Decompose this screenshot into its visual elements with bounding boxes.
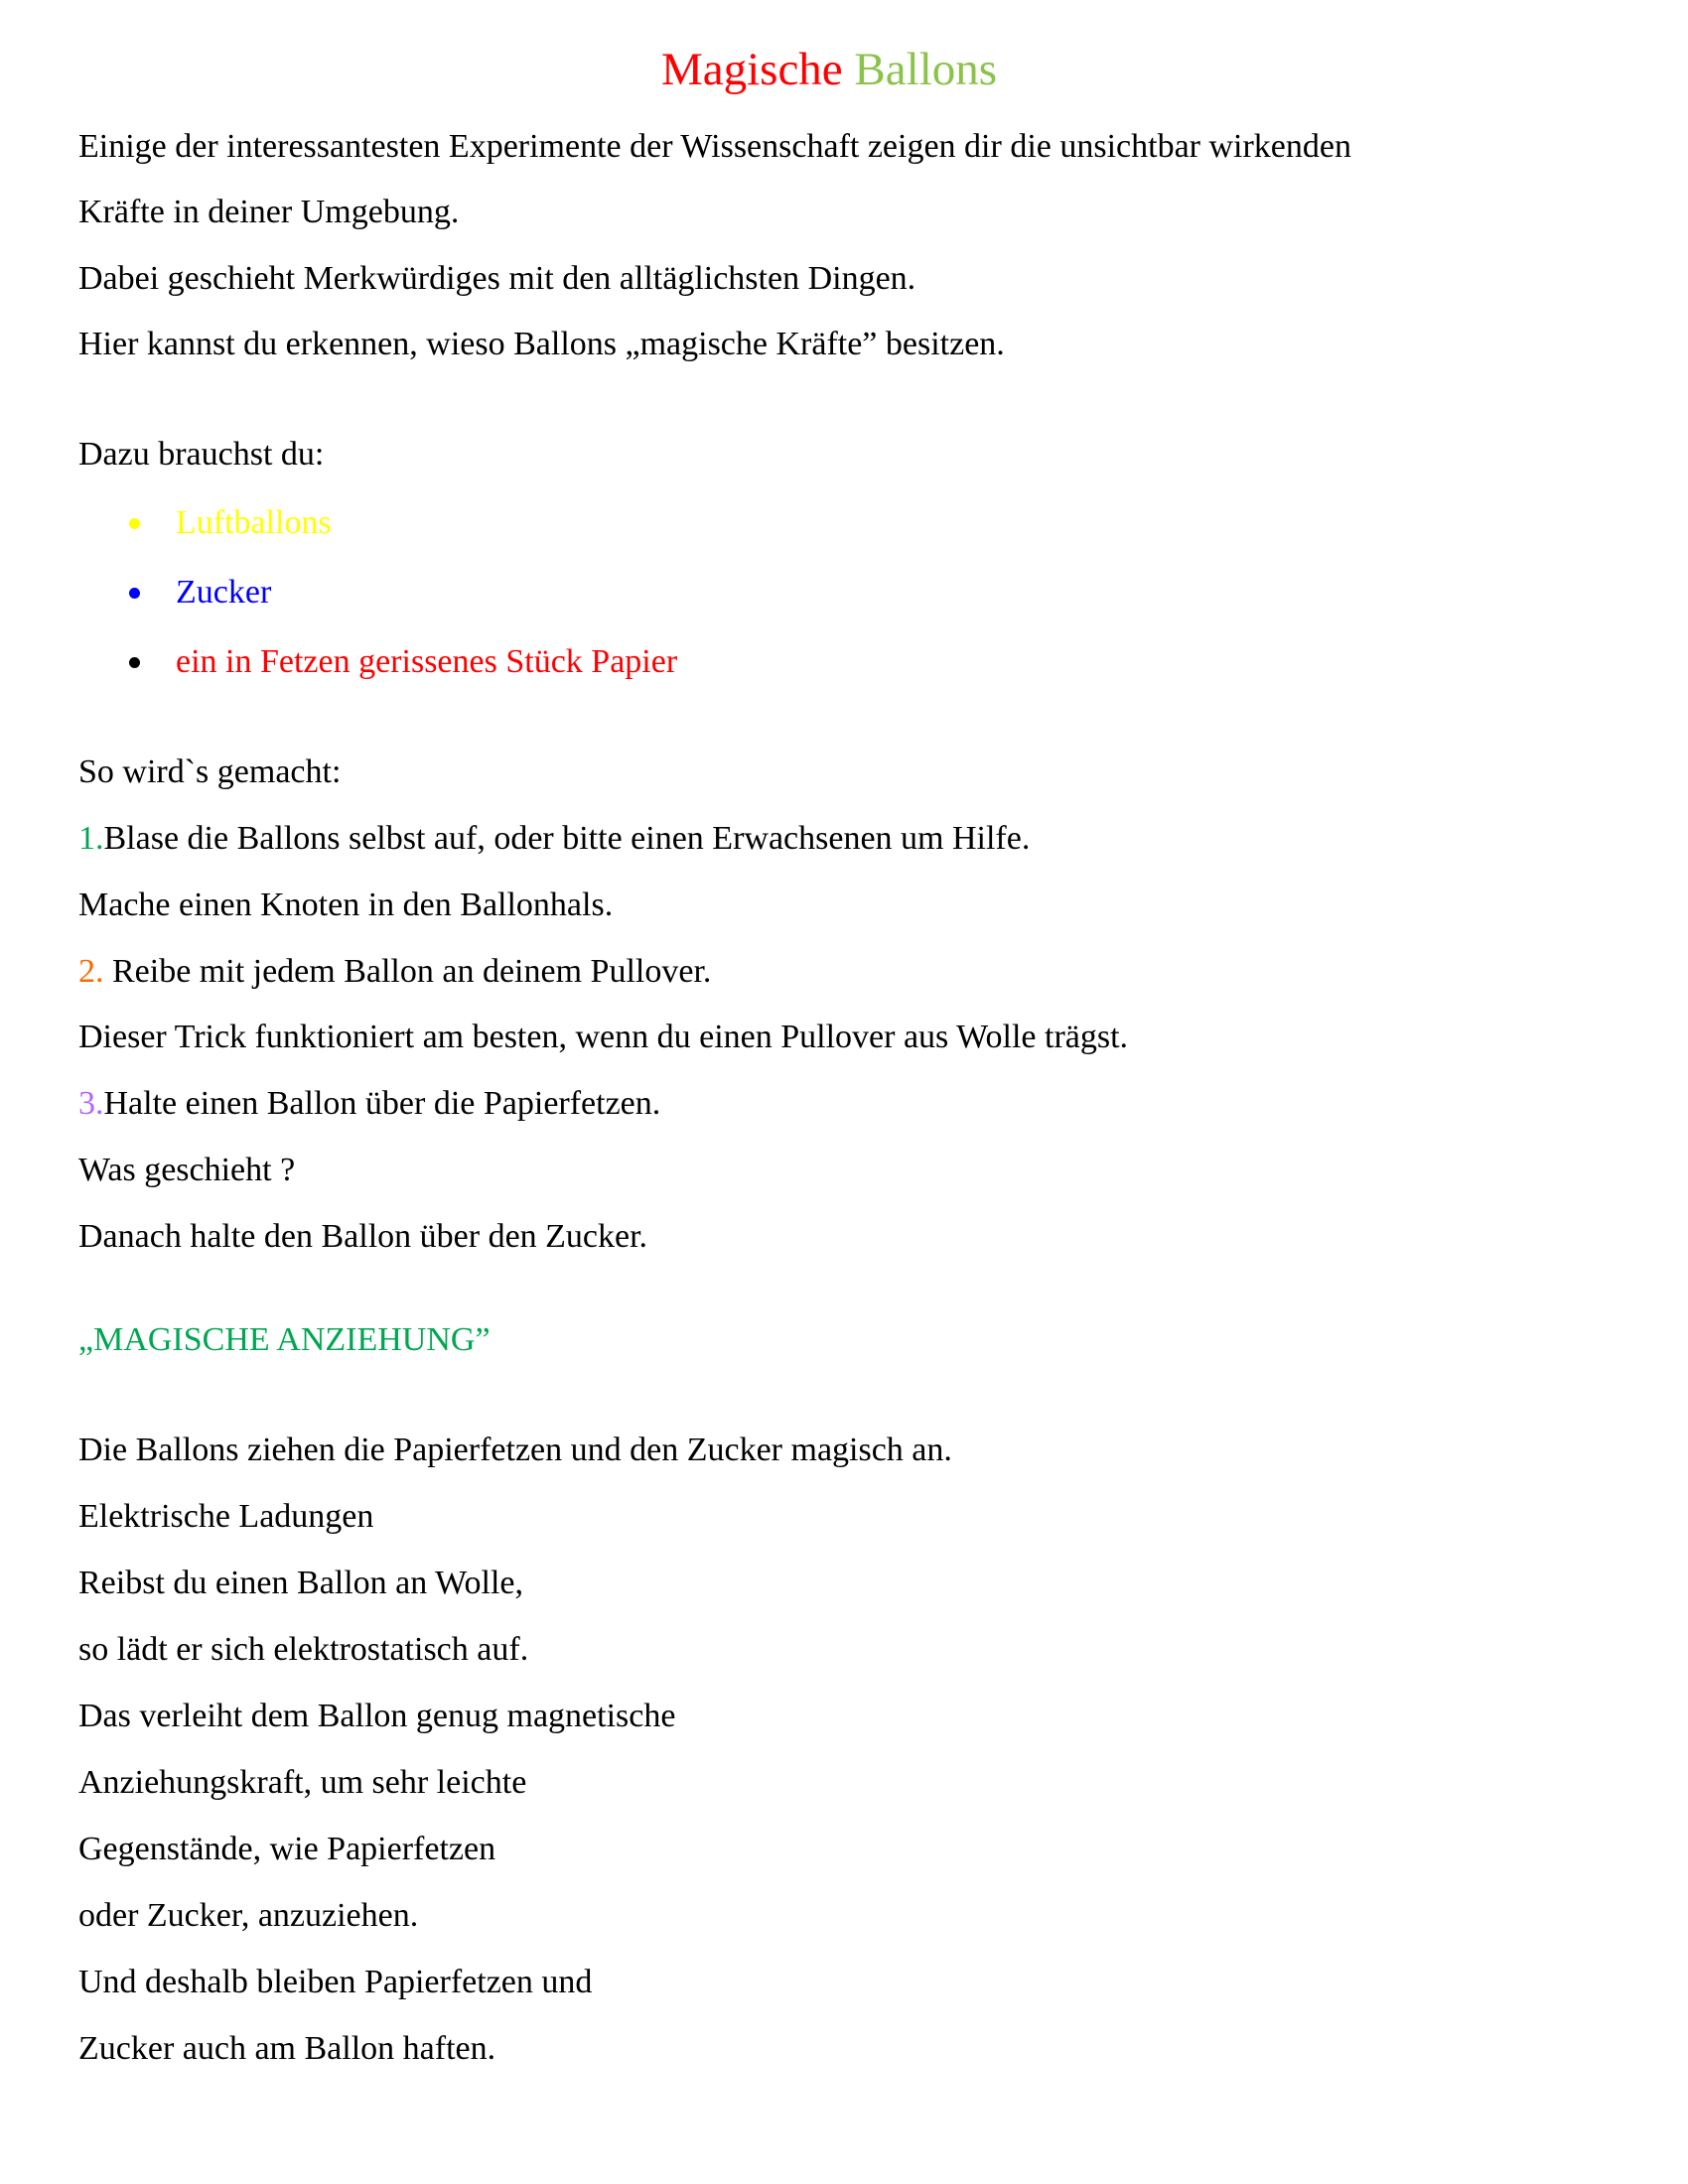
step-2-text: Reibe mit jedem Ballon an deinem Pullover. bbox=[103, 953, 712, 990]
step-3 bbox=[78, 1084, 660, 1124]
result-heading: „MAGISCHE ANZIEHUNG” bbox=[78, 1321, 491, 1358]
page-title bbox=[0, 42, 1658, 97]
material-item-label: Zucker bbox=[176, 574, 272, 611]
result-line-2: Elektrische Ladungen bbox=[78, 1498, 374, 1535]
result-line-4: so lädt er sich elektrostatisch auf. bbox=[78, 1631, 529, 1668]
result-line-6: Anziehungskraft, um sehr leichte bbox=[78, 1764, 527, 1801]
step-3-number: 3. bbox=[78, 1085, 104, 1122]
steps-heading: So wird`s gemacht: bbox=[78, 753, 342, 790]
result-line-10: Zucker auch am Ballon haften. bbox=[78, 2030, 496, 2067]
step-3-extra-1: Was geschieht ? bbox=[78, 1152, 296, 1188]
material-item-label: Luftballons bbox=[176, 504, 332, 541]
title-word-magische: Magische bbox=[660, 44, 843, 95]
title-word-ballons: Ballons bbox=[854, 44, 998, 95]
result-line-8: oder Zucker, anzuziehen. bbox=[78, 1897, 419, 1934]
result-line-5: Das verleiht dem Ballon genug magnetische bbox=[78, 1698, 676, 1734]
step-1-number: 1. bbox=[78, 820, 104, 857]
materials-heading: Dazu brauchst du: bbox=[78, 436, 325, 473]
step-3-extra-2: Danach halte den Ballon über den Zucker. bbox=[78, 1218, 648, 1255]
bullet-icon bbox=[129, 518, 140, 529]
result-line-7: Gegenstände, wie Papierfetzen bbox=[78, 1831, 496, 1867]
result-line-9: Und deshalb bleiben Papierfetzen und bbox=[78, 1964, 593, 2000]
intro-line-4: Hier kannst du erkennen, wieso Ballons „magische Kräfte” besitzen. bbox=[78, 326, 1005, 362]
intro-line-3: Dabei geschieht Merkwürdiges mit den alltäglichsten Dingen. bbox=[78, 260, 916, 297]
step-2-extra: Dieser Trick funktioniert am besten, wenn du einen Pullover aus Wolle trägst. bbox=[78, 1019, 1129, 1055]
step-1-text: Blase die Ballons selbst auf, oder bitte einen Erwachsenen um Hilfe. bbox=[103, 820, 1031, 857]
result-line-3: Reibst du einen Ballon an Wolle, bbox=[78, 1565, 524, 1601]
result-line-1: Die Ballons ziehen die Papierfetzen und den Zucker magisch an. bbox=[78, 1432, 952, 1468]
bullet-icon bbox=[129, 588, 140, 599]
step-1-extra: Mache einen Knoten in den Ballonhals. bbox=[78, 887, 614, 923]
intro-line-2: Kräfte in deiner Umgebung. bbox=[78, 194, 460, 230]
step-3-text: Halte einen Ballon über die Papierfetzen. bbox=[103, 1085, 661, 1122]
step-2 bbox=[78, 952, 711, 992]
step-2-number: 2. bbox=[78, 953, 104, 990]
material-item-label: ein in Fetzen gerissenes Stück Papier bbox=[176, 643, 678, 680]
intro-line-1: Einige der interessantesten Experimente der Wissenschaft zeigen dir die unsichtbar wirkenden bbox=[78, 128, 1351, 165]
step-1 bbox=[78, 819, 1030, 859]
bullet-icon bbox=[129, 657, 140, 668]
